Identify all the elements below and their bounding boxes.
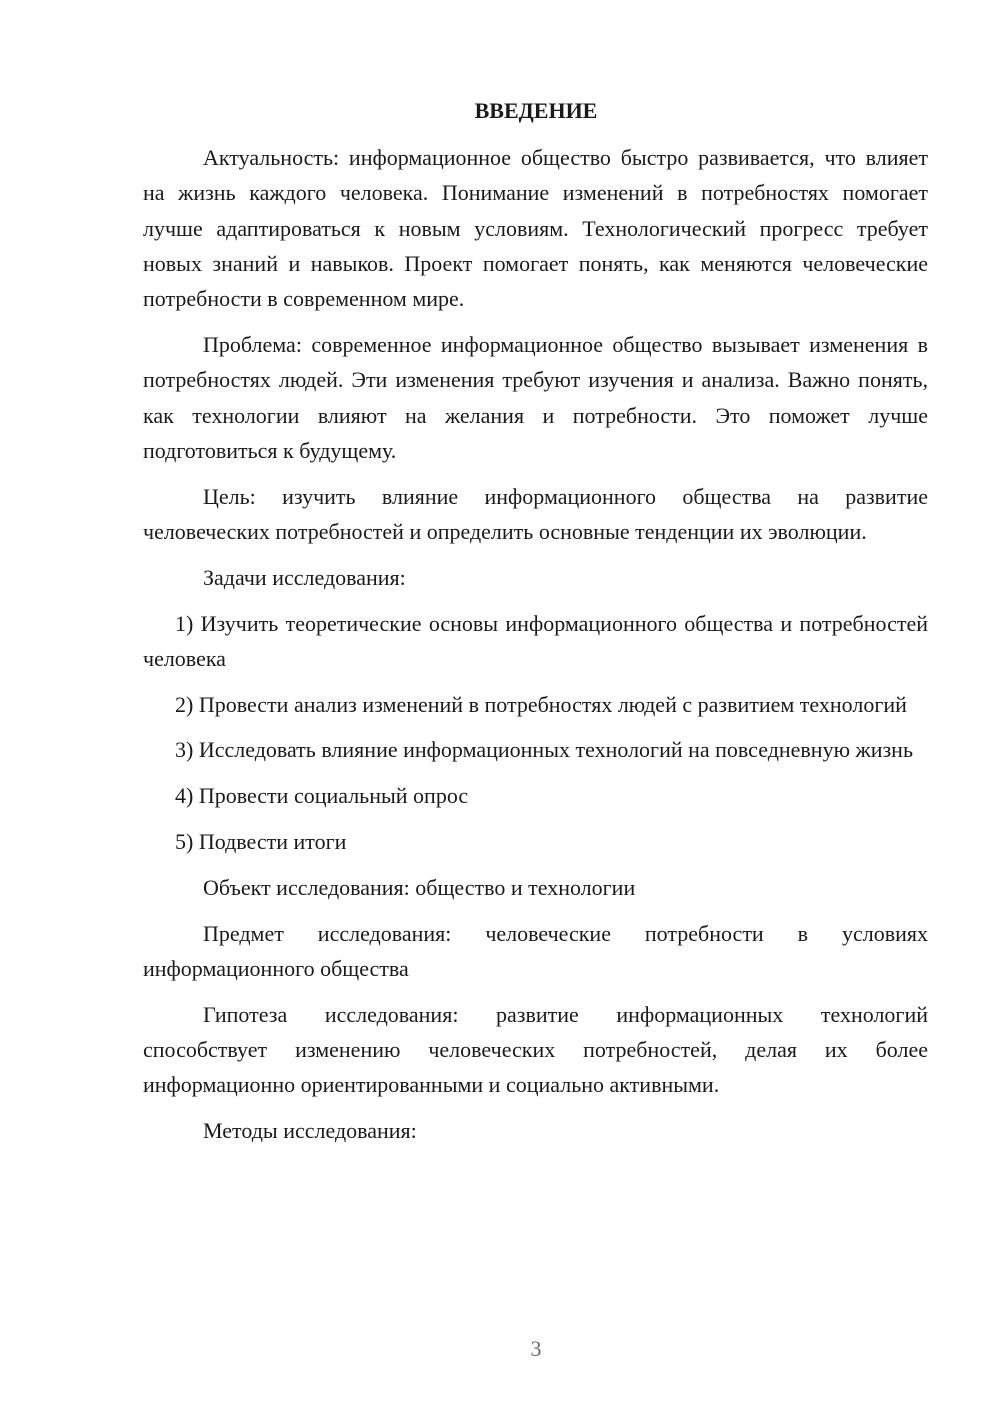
section-title: ВВЕДЕНИЕ	[474, 98, 598, 123]
task-item-2: 2) Провести анализ изменений в потребностях людей с развитием технологий	[175, 691, 907, 717]
paragraph-subject: Предмет исследования: человеческие потребности в условиях информационного общества	[143, 920, 928, 981]
paragraph-problem: Проблема: современное информационное общество вызывает изменения в потребностях людей. Эти изменения требуют изучения и анализа. Важно понять, как технологии влияют на желания и потребности. Это поможет лучше подготовиться к будущему.	[143, 331, 928, 463]
task-item-4: 4) Провести социальный опрос	[175, 783, 469, 809]
body-text	[143, 140, 928, 1159]
task-item-5: 5) Подвести итоги	[175, 829, 347, 855]
page-number: 3	[530, 1336, 542, 1361]
paragraph-relevance: Актуальность: информационное общество быстро развивается, что влияет на жизнь каждого человека. Понимание изменений в потребностях помогает лучше адаптироваться к новым условиям. Технологический прогресс требует новых знаний и навыков. Проект помогает понять, как меняются человеческие потребности в современном мире.	[143, 145, 928, 312]
paragraph-methods: Методы исследования:	[203, 1118, 417, 1144]
task-item-1: 1) Изучить теоретические основы информационного общества и потребностей человека	[143, 610, 928, 671]
paragraph-object: Объект исследования: общество и технологии	[203, 874, 636, 900]
paragraph-goal: Цель: изучить влияние информационного общества на развитие человеческих потребностей и определить основные тенденции их эволюции.	[143, 483, 928, 544]
paragraph-tasks-heading: Задачи исследования:	[203, 564, 406, 590]
task-item-3: 3) Исследовать влияние информационных технологий на повседневную жизнь	[175, 737, 913, 763]
paragraph-hypothesis: Гипотеза исследования: развитие информационных технологий способствует изменению человеческих потребностей, делая их более информационно ориентированными и социально активными.	[143, 1001, 928, 1098]
